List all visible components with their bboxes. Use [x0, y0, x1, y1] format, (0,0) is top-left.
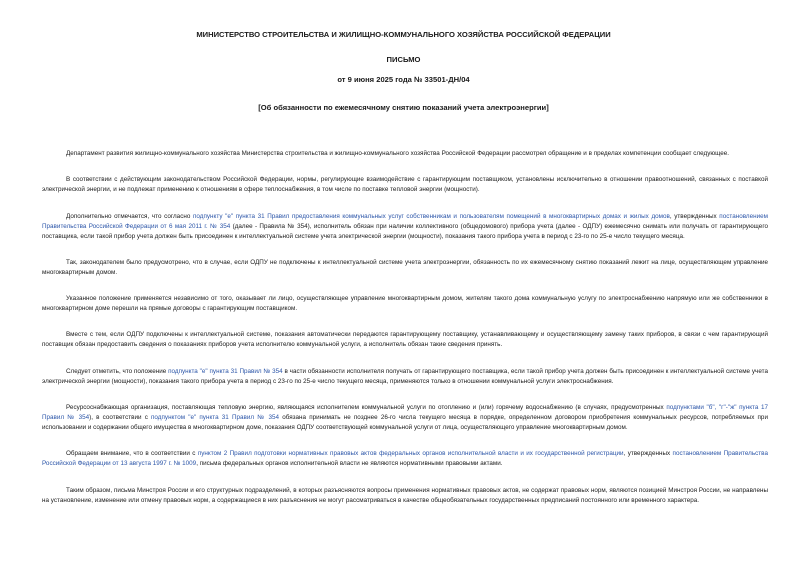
- rules-354-clause-17-link[interactable]: подпунктами "б", "г"-"ж" пункта 17 Правил № 354: [42, 404, 768, 422]
- document-subject: [Об обязанности по ежемесячному снятию показаний учета электроэнергии]: [258, 103, 549, 112]
- paragraph-text: Вместе с тем, если ОДПУ подключены к интеллектуальной системе, показания автоматически передаются гарантирующему поставщику, устанавливающему и осуществляющему замену таких приборов, в связи с чем гарантирующий поставщик обязан предоставить сведения о показаниях приборов учета исполнителю коммунальной услуги, а исполнитель обязан такие сведения принять.: [42, 331, 768, 349]
- paragraph-text: Департамент развития жилищно-коммунального хозяйства Министерства строительства и жилищно-коммунального хозяйства Российской Федерации рассмотрел обращение и в пределах компетенции сообщает следующее.: [66, 150, 729, 157]
- paragraph-2: [42, 175, 768, 195]
- paragraph-3: [42, 212, 768, 242]
- paragraph-10: [42, 486, 768, 506]
- document-date-number: от 9 июня 2025 года № 33501-ДН/04: [337, 75, 470, 84]
- paragraph-text: , утвержденных: [669, 212, 720, 220]
- resolution-354-link[interactable]: постановлением Правительства Российской Федерации от 6 мая 2011 г. № 354: [42, 212, 768, 230]
- paragraph-text: Обращаем внимание, что в соответствии с: [66, 450, 198, 458]
- paragraph-text: В соответствии с действующим законодательством Российской Федерации, нормы, регулирующие взаимодействие с гарантирующим поставщиком, установлены исключительно в отношении правоотношений, связанных с поставкой электрической энергии, и не подлежат применению к отношениям в сфере теплоснабжения, в том числе по поставке тепловой энергии (мощности).: [42, 176, 768, 194]
- paragraph-text: , письма федеральных органов исполнительной власти не являются нормативными правовыми актами.: [196, 460, 503, 468]
- rules-354-clause-31e-link[interactable]: подпункту "е" пункта 31 Правил предоставления коммунальных услуг собственникам и пользователям помещений в многоквартирных домах и жилых домов: [192, 212, 670, 220]
- paragraph-text: Указанное положение применяется независимо от того, оказывает ли лицо, осуществляющее управление многоквартирным домом, жителям такого дома коммунальную услугу по электроснабжению напрямую или же собственники в многоквартирном доме перешли на прямые договоры с гарантирующим поставщиком.: [42, 295, 768, 313]
- rules-1009-clause-2-link[interactable]: пунктом 2 Правил подготовки нормативных правовых актов федеральных органов исполнительной власти и их государственной регистрации: [197, 450, 624, 458]
- resolution-1009-link[interactable]: постановлением Правительства Российской Федерации от 13 августа 1997 г. № 1009: [42, 450, 768, 468]
- paragraph-6: [42, 330, 768, 350]
- paragraph-5: [42, 294, 768, 314]
- paragraph-8: [42, 403, 768, 433]
- rules-354-clause-31e-link[interactable]: подпунктом "е" пункта 31 Правил № 354: [151, 414, 280, 422]
- paragraph-7: [42, 367, 768, 387]
- paragraph-text: Следует отметить, что положение: [66, 367, 169, 375]
- paragraph-1: [42, 149, 768, 159]
- paragraph-text: ), в соответствии с: [89, 414, 152, 422]
- document-type: ПИСЬМО: [386, 55, 421, 64]
- paragraph-text: обязана принимать не позднее 26-го числа текущего месяца в порядке, определенном договором приобретения коммунальных ресурсов, потребляемых при использовании и содержании общего имущества в многоквартирном доме, показания ОДПУ соответствующей коммунальной услуги от лица, осуществляющего управление многоквартирным домом.: [42, 414, 768, 432]
- ministry-heading: МИНИСТЕРСТВО СТРОИТЕЛЬСТВА И ЖИЛИЩНО-КОММУНАЛЬНОГО ХОЗЯЙСТВА РОССИЙСКОЙ ФЕДЕРАЦИИ: [196, 30, 611, 39]
- paragraph-4: [42, 258, 768, 278]
- paragraph-text: (далее - Правила № 354), исполнитель обязан при наличии коллективного (общедомового) прибора учета (далее - ОДПУ) ежемесячно снимать или получать от гарантирующего поставщика, если такой прибор учета должен быть присоединен к интеллектуальной системе учета электрической энергии (мощности), показания такого прибора учета в период с 23-го по 25-е число текущего месяца.: [42, 222, 768, 240]
- paragraph-text: , утвержденных: [623, 450, 673, 458]
- paragraph-text: Так, законодателем было предусмотрено, что в случае, если ОДПУ не подключены к интеллектуальной системе учета электроэнергии, обязанность по их ежемесячному снятию показаний лежит на лице, осуществляющем управление многоквартирным домом.: [42, 258, 768, 276]
- paragraph-9: [42, 449, 768, 469]
- paragraph-text: Таким образом, письма Минстроя России и его структурных подразделений, в которых разъясняются вопросы применения нормативных правовых актов, не содержат правовых норм, являются позицией Минстроя России, не направлены на установление, изменение или отмену правовых норм, а содержащиеся в них разъяснения не могут рассматриваться в качестве общеобязательных государственных предписаний постоянного или временного характера.: [42, 486, 768, 504]
- paragraph-text: Дополнительно отмечается, что согласно: [66, 212, 193, 220]
- paragraph-text: Ресурсоснабжающая организация, поставляющая тепловую энергию, являющаяся исполнителем коммунальной услуги по отоплению и (или) горячему водоснабжению (в случаях, предусмотренных: [66, 404, 667, 412]
- rules-354-clause-31e-link[interactable]: подпункта "е" пункта 31 Правил № 354: [168, 367, 283, 375]
- paragraph-text: в части обязанности исполнителя получать от гарантирующего поставщика, если такой прибор учета должен быть присоединен к интеллектуальной системе учета электрической энергии (мощности), показания такого прибора учета в период с 23-го по 25-е число текущего месяца, применяются только в отношении коммунальной услуги электроснабжения.: [42, 367, 768, 385]
- document-body: [42, 149, 768, 522]
